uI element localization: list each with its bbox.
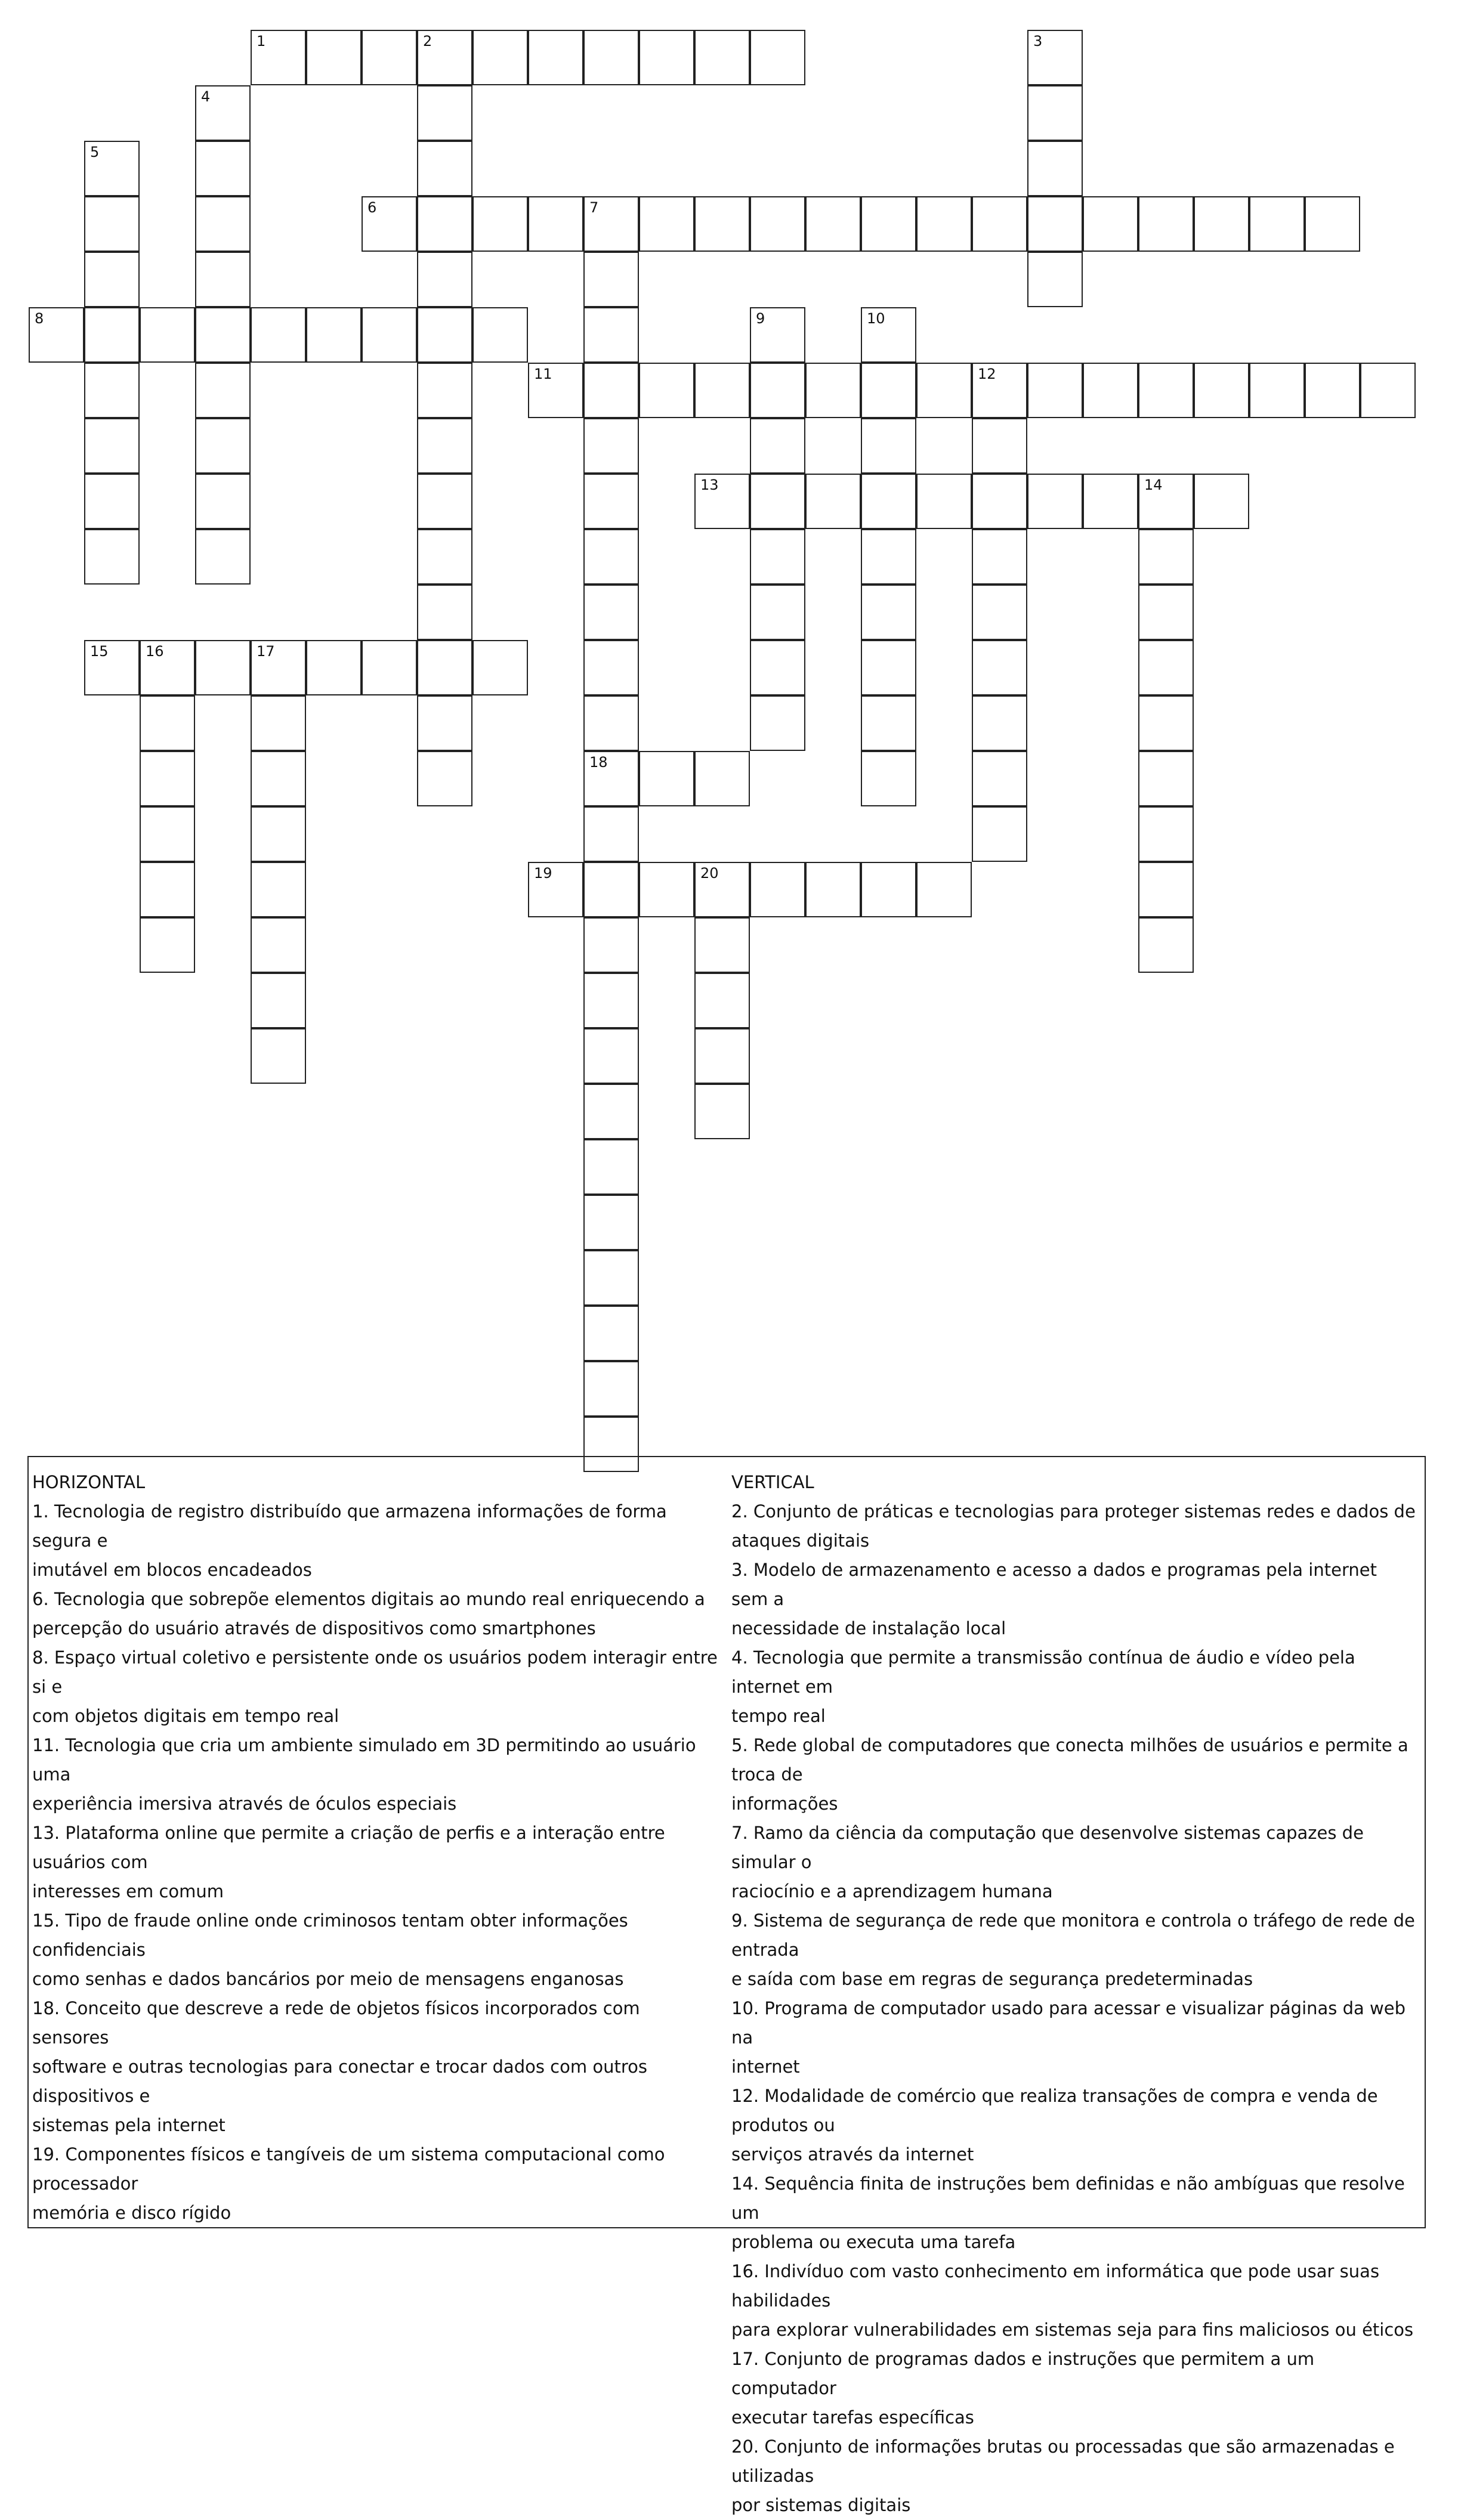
crossword-cell[interactable] <box>417 585 472 640</box>
down-clue-14: 14. Sequência finita de instruções bem definidas e não ambíguas que resolve um <box>731 2173 1405 2223</box>
crossword-cell[interactable] <box>694 474 750 529</box>
crossword-cell[interactable] <box>417 474 472 529</box>
clue-number: 13 <box>700 477 719 493</box>
crossword-cell[interactable] <box>750 585 805 640</box>
crossword-cell[interactable] <box>1138 640 1194 695</box>
clue-number: 12 <box>978 366 996 382</box>
crossword-cell[interactable] <box>1027 252 1083 307</box>
crossword-cell[interactable] <box>140 862 195 917</box>
crossword-cell[interactable] <box>84 418 140 474</box>
crossword-cell[interactable] <box>861 585 916 640</box>
down-clue-16: para explorar vulnerabilidades em sistemas seja para fins maliciosos ou éticos <box>731 2320 1414 2340</box>
crossword-cell[interactable] <box>417 85 472 141</box>
crossword-cell[interactable] <box>972 363 1027 418</box>
clue-number: 11 <box>534 366 552 382</box>
down-clue-12: 12. Modalidade de comércio que realiza transações de compra e venda de produtos ou <box>731 2086 1378 2135</box>
crossword-cell[interactable] <box>805 196 861 252</box>
clue-number: 15 <box>90 643 109 660</box>
crossword-cell[interactable] <box>1138 806 1194 862</box>
crossword-cell[interactable] <box>750 418 805 474</box>
down-clue-10: 10. Programa de computador usado para acessar e visualizar páginas da web na <box>731 1998 1406 2048</box>
across-clue-13: 13. Plataforma online que permite a criação de perfis e a interação entre usuários com <box>32 1823 665 1872</box>
crossword-cell[interactable] <box>750 640 805 695</box>
crossword-cell[interactable] <box>251 806 306 862</box>
crossword-cell[interactable] <box>1305 196 1360 252</box>
down-clue-5: informações <box>731 1794 838 1814</box>
crossword-cell[interactable] <box>694 1028 750 1084</box>
crossword-cell[interactable] <box>84 141 140 196</box>
crossword-cell[interactable] <box>251 640 306 695</box>
down-clue-12: serviços através da internet <box>731 2144 974 2165</box>
down-clue-9: e saída com base em regras de segurança predeterminadas <box>731 1969 1253 1989</box>
crossword-cell[interactable] <box>750 695 805 751</box>
crossword-cell[interactable] <box>805 862 861 917</box>
crossword-cell[interactable] <box>195 363 251 418</box>
clue-number: 5 <box>90 144 100 160</box>
crossword-cell[interactable] <box>1249 196 1305 252</box>
crossword-cell[interactable] <box>972 585 1027 640</box>
crossword-cell[interactable] <box>583 1084 639 1139</box>
crossword-cell[interactable] <box>583 363 639 418</box>
across-clue-6: percepção do usuário através de dispositivos como smartphones <box>32 1618 596 1638</box>
across-clue-11: 11. Tecnologia que cria um ambiente simulado em 3D permitindo ao usuário uma <box>32 1735 696 1785</box>
crossword-cell[interactable] <box>694 363 750 418</box>
crossword-cell[interactable] <box>140 751 195 806</box>
crossword-cell[interactable] <box>694 1084 750 1139</box>
crossword-cell[interactable] <box>583 751 639 806</box>
crossword-cell[interactable] <box>84 363 140 418</box>
crossword-cell[interactable] <box>972 751 1027 806</box>
crossword-cell[interactable] <box>583 585 639 640</box>
clue-number: 10 <box>867 310 885 327</box>
crossword-cell[interactable] <box>417 695 472 751</box>
crossword-cell[interactable] <box>583 474 639 529</box>
crossword-cell[interactable] <box>694 751 750 806</box>
crossword-cell[interactable] <box>1138 363 1194 418</box>
clue-number: 6 <box>367 199 377 216</box>
down-clue-list <box>731 1497 1417 2520</box>
crossword-cell[interactable] <box>639 751 694 806</box>
crossword-cell[interactable] <box>861 418 916 474</box>
crossword-cell[interactable] <box>750 862 805 917</box>
crossword-cell[interactable] <box>916 363 972 418</box>
crossword-cell[interactable] <box>805 363 861 418</box>
crossword-cell[interactable] <box>916 474 972 529</box>
crossword-cell[interactable] <box>972 418 1027 474</box>
crossword-cell[interactable] <box>528 196 583 252</box>
crossword-cell[interactable] <box>195 529 251 585</box>
crossword-cell[interactable] <box>583 418 639 474</box>
crossword-cell[interactable] <box>583 1028 639 1084</box>
down-clues <box>731 1468 1417 2520</box>
crossword-cell[interactable] <box>972 806 1027 862</box>
down-clue-20: por sistemas digitais <box>731 2495 911 2515</box>
clue-number: 1 <box>257 33 266 50</box>
crossword-cell[interactable] <box>1027 474 1083 529</box>
crossword-cell[interactable] <box>84 252 140 307</box>
crossword-cell[interactable] <box>417 418 472 474</box>
crossword-cell[interactable] <box>1027 363 1083 418</box>
crossword-cell[interactable] <box>251 973 306 1028</box>
crossword-cell[interactable] <box>251 917 306 973</box>
crossword-cell[interactable] <box>861 529 916 585</box>
clue-number: 16 <box>146 643 164 660</box>
across-clue-1: imutável em blocos encadeados <box>32 1560 312 1580</box>
crossword-cell[interactable] <box>251 307 306 363</box>
crossword-cell[interactable] <box>362 307 417 363</box>
clue-number: 2 <box>423 33 433 50</box>
crossword-cell[interactable] <box>639 862 694 917</box>
across-clue-6: 6. Tecnologia que sobrepõe elementos digitais ao mundo real enriquecendo a <box>32 1589 705 1609</box>
crossword-cell[interactable] <box>861 640 916 695</box>
clue-number: 9 <box>756 310 765 327</box>
crossword-cell[interactable] <box>251 1028 306 1084</box>
crossword-cell[interactable] <box>140 806 195 862</box>
clue-number: 18 <box>589 754 608 771</box>
across-clue-18: 18. Conceito que descreve a rede de objetos físicos incorporados com sensores <box>32 1998 640 2048</box>
crossword-cell[interactable] <box>84 474 140 529</box>
crossword-cell[interactable] <box>972 529 1027 585</box>
crossword-cell[interactable] <box>84 529 140 585</box>
across-clue-1: 1. Tecnologia de registro distribuído que armazena informações de forma segura e <box>32 1501 667 1551</box>
crossword-cell[interactable] <box>972 196 1027 252</box>
crossword-cell[interactable] <box>417 141 472 196</box>
crossword-cell[interactable] <box>140 307 195 363</box>
across-clue-8: 8. Espaço virtual coletivo e persistente onde os usuários podem interagir entre si e <box>32 1647 718 1697</box>
down-clue-2: 2. Conjunto de práticas e tecnologias para proteger sistemas redes e dados de <box>731 1501 1416 1522</box>
across-clue-13: interesses em comum <box>32 1881 224 1901</box>
crossword-cell[interactable] <box>472 196 528 252</box>
across-clue-list <box>32 1497 718 2228</box>
crossword-cell[interactable] <box>972 474 1027 529</box>
crossword-cell[interactable] <box>1083 363 1138 418</box>
down-clue-4: 4. Tecnologia que permite a transmissão contínua de áudio e vídeo pela internet em <box>731 1647 1355 1697</box>
crossword-cell[interactable] <box>251 862 306 917</box>
crossword-cell[interactable] <box>1360 363 1416 418</box>
down-clue-16: 16. Indivíduo com vasto conhecimento em informática que pode usar suas habilidades <box>731 2261 1380 2311</box>
crossword-cell[interactable] <box>362 30 417 85</box>
crossword-cell[interactable] <box>583 196 639 252</box>
crossword-cell[interactable] <box>583 973 639 1028</box>
crossword-cell[interactable] <box>1027 85 1083 141</box>
clue-number: 3 <box>1033 33 1043 50</box>
crossword-cell[interactable] <box>1305 363 1360 418</box>
clue-number: 17 <box>257 643 275 660</box>
crossword-cell[interactable] <box>1138 862 1194 917</box>
crossword-cell[interactable] <box>1083 196 1138 252</box>
across-clue-19: 19. Componentes físicos e tangíveis de um sistema computacional como processador <box>32 2144 665 2194</box>
crossword-cell[interactable] <box>972 640 1027 695</box>
crossword-cell[interactable] <box>417 529 472 585</box>
crossword-cell[interactable] <box>417 363 472 418</box>
across-clue-15: como senhas e dados bancários por meio de mensagens enganosas <box>32 1969 624 1989</box>
crossword-cell[interactable] <box>195 474 251 529</box>
crossword-cell[interactable] <box>251 30 306 85</box>
across-clue-8: com objetos digitais em tempo real <box>32 1706 339 1726</box>
crossword-cell[interactable] <box>916 862 972 917</box>
clue-box <box>27 1456 1426 2515</box>
crossword-cell[interactable] <box>1138 695 1194 751</box>
crossword-cell[interactable] <box>1249 363 1305 418</box>
crossword-cell[interactable] <box>472 640 528 695</box>
crossword-cell[interactable] <box>472 307 528 363</box>
crossword-cell[interactable] <box>1138 529 1194 585</box>
down-clue-17: 17. Conjunto de programas dados e instruções que permitem a um computador <box>731 2349 1315 2398</box>
clue-number: 8 <box>35 310 44 327</box>
crossword-cell[interactable] <box>251 751 306 806</box>
down-clue-7: 7. Ramo da ciência da computação que desenvolve sistemas capazes de simular o <box>731 1823 1364 1872</box>
crossword-cell[interactable] <box>583 1250 639 1306</box>
down-clue-17: executar tarefas específicas <box>731 2407 974 2428</box>
crossword-cell[interactable] <box>694 30 750 85</box>
across-clues <box>32 1468 718 2228</box>
crossword-cell[interactable] <box>1138 196 1194 252</box>
down-clue-20: 20. Conjunto de informações brutas ou processadas que são armazenadas e utilizadas <box>731 2436 1395 2486</box>
crossword-cell[interactable] <box>583 1361 639 1417</box>
crossword-cell[interactable] <box>750 196 805 252</box>
crossword-cell[interactable] <box>861 474 916 529</box>
crossword-cell[interactable] <box>195 196 251 252</box>
across-clue-11: experiência imersiva através de óculos especiais <box>32 1794 457 1814</box>
crossword-cell[interactable] <box>750 474 805 529</box>
crossword-cell[interactable] <box>306 30 362 85</box>
crossword-cell[interactable] <box>306 307 362 363</box>
crossword-cell[interactable] <box>583 917 639 973</box>
crossword-cell[interactable] <box>195 307 251 363</box>
clue-number: 19 <box>534 865 552 882</box>
crossword-cell[interactable] <box>417 196 472 252</box>
crossword-cell[interactable] <box>639 363 694 418</box>
down-clue-9: 9. Sistema de segurança de rede que monitora e controla o tráfego de rede de entrada <box>731 1910 1415 1960</box>
clue-number: 20 <box>700 865 719 882</box>
crossword-cell[interactable] <box>195 418 251 474</box>
crossword-cell[interactable] <box>694 196 750 252</box>
crossword-cell[interactable] <box>195 141 251 196</box>
down-clue-14: problema ou executa uma tarefa <box>731 2232 1016 2252</box>
down-clue-5: 5. Rede global de computadores que conecta milhões de usuários e permite a troca de <box>731 1735 1408 1785</box>
crossword-cell[interactable] <box>861 307 916 363</box>
crossword-cell[interactable] <box>694 917 750 973</box>
crossword-cell[interactable] <box>140 917 195 973</box>
crossword-cell[interactable] <box>195 640 251 695</box>
crossword-cell[interactable] <box>195 85 251 141</box>
crossword-cell[interactable] <box>528 363 583 418</box>
crossword-cell[interactable] <box>861 695 916 751</box>
crossword-cell[interactable] <box>583 30 639 85</box>
crossword-cell[interactable] <box>750 363 805 418</box>
crossword-cell[interactable] <box>861 751 916 806</box>
crossword-cell[interactable] <box>417 252 472 307</box>
down-clue-3: necessidade de instalação local <box>731 1618 1006 1638</box>
crossword-cell[interactable] <box>750 307 805 363</box>
across-clue-19: memória e disco rígido <box>32 2203 231 2223</box>
crossword-cell[interactable] <box>583 252 639 307</box>
crossword-cell[interactable] <box>861 363 916 418</box>
crossword-cell[interactable] <box>583 1306 639 1361</box>
crossword-cell[interactable] <box>417 307 472 363</box>
crossword-cell[interactable] <box>1194 363 1249 418</box>
crossword-cell[interactable] <box>417 751 472 806</box>
down-clue-7: raciocínio e a aprendizagem humana <box>731 1881 1053 1901</box>
crossword-cell[interactable] <box>195 252 251 307</box>
crossword-cell[interactable] <box>583 862 639 917</box>
crossword-cell[interactable] <box>306 640 362 695</box>
down-clue-10: internet <box>731 2057 800 2077</box>
crossword-cell[interactable] <box>140 640 195 695</box>
crossword-cell[interactable] <box>750 30 805 85</box>
across-clue-15: 15. Tipo de fraude online onde criminosos tentam obter informações confidenciais <box>32 1910 628 1960</box>
crossword-cell[interactable] <box>583 1195 639 1250</box>
crossword-cell[interactable] <box>861 862 916 917</box>
crossword-cell[interactable] <box>639 196 694 252</box>
crossword-cell[interactable] <box>84 307 140 363</box>
crossword-cell[interactable] <box>639 30 694 85</box>
clue-number: 7 <box>589 199 599 216</box>
crossword-cell[interactable] <box>750 529 805 585</box>
across-clue-18: sistemas pela internet <box>32 2115 226 2135</box>
crossword-cell[interactable] <box>1138 585 1194 640</box>
crossword-cell[interactable] <box>805 474 861 529</box>
clue-number: 4 <box>201 88 211 105</box>
crossword-cell[interactable] <box>528 30 583 85</box>
crossword-cell[interactable] <box>251 695 306 751</box>
crossword-cell[interactable] <box>1027 196 1083 252</box>
clue-number: 14 <box>1144 477 1163 493</box>
crossword-cell[interactable] <box>1138 474 1194 529</box>
crossword-cell[interactable] <box>1194 474 1249 529</box>
crossword-cell[interactable] <box>528 862 583 917</box>
down-clue-2: ataques digitais <box>731 1530 870 1551</box>
crossword-cell[interactable] <box>583 640 639 695</box>
crossword-cell[interactable] <box>1138 917 1194 973</box>
crossword-cell[interactable] <box>84 640 140 695</box>
crossword-cell[interactable] <box>972 695 1027 751</box>
crossword-cell[interactable] <box>84 196 140 252</box>
crossword-cell[interactable] <box>583 806 639 862</box>
across-title: HORIZONTAL <box>32 1472 146 1492</box>
crossword-cell[interactable] <box>472 30 528 85</box>
crossword-cell[interactable] <box>694 862 750 917</box>
across-clue-18: software e outras tecnologias para conectar e trocar dados com outros dispositivos e <box>32 2057 647 2106</box>
crossword-cell[interactable] <box>1027 30 1083 85</box>
crossword-cell[interactable] <box>417 30 472 85</box>
crossword-cell[interactable] <box>583 529 639 585</box>
crossword-cell[interactable] <box>362 640 417 695</box>
crossword-cell[interactable] <box>1138 751 1194 806</box>
down-clue-4: tempo real <box>731 1706 826 1726</box>
crossword-cell[interactable] <box>29 307 84 363</box>
crossword-cell[interactable] <box>1194 196 1249 252</box>
crossword-cell[interactable] <box>861 196 916 252</box>
down-title: VERTICAL <box>731 1472 814 1492</box>
crossword-cell[interactable] <box>1027 141 1083 196</box>
crossword-cell[interactable] <box>583 307 639 363</box>
crossword-cell[interactable] <box>140 695 195 751</box>
crossword-cell[interactable] <box>583 1139 639 1195</box>
crossword-cell[interactable] <box>916 196 972 252</box>
crossword-cell[interactable] <box>362 196 417 252</box>
crossword-cell[interactable] <box>583 695 639 751</box>
crossword-cell[interactable] <box>694 973 750 1028</box>
down-clue-3: 3. Modelo de armazenamento e acesso a dados e programas pela internet sem a <box>731 1560 1377 1609</box>
crossword-cell[interactable] <box>1083 474 1138 529</box>
crossword-cell[interactable] <box>417 640 472 695</box>
